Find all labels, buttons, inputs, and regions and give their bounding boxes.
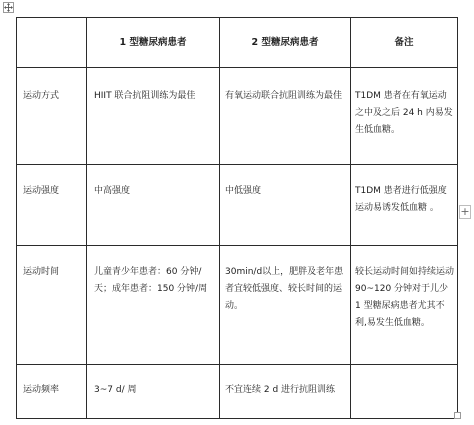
table-border [16,164,457,165]
row-label-exercise-duration: 运动时间 [23,267,60,277]
cell-note-exercise-mode: T1DM 患者在有氧运动之中及之后 24 h 内易发生低血糖。 [355,91,453,135]
add-row-plus-icon[interactable]: + [460,205,470,218]
table-border [16,67,457,68]
table-border [16,364,457,365]
cell-type1-exercise-mode: HIIT 联合抗阻训练为最佳 [94,91,196,101]
cell-note-exercise-duration: 较长运动时间如持续运动 90~120 分钟对于儿少 1 型糖尿病患者尤其不利,易发生低血糖。 [355,267,455,328]
header-cell-notes: 备注 [394,37,414,48]
row-label-exercise-intensity: 运动强度 [23,186,60,196]
row-label-exercise-frequency: 运动频率 [23,385,60,395]
cell-type2-exercise-frequency: 不宜连续 2 d 进行抗阻训练 [225,385,336,395]
table-border [16,418,457,419]
cell-type2-exercise-intensity: 中低强度 [225,186,262,196]
table-border [457,17,458,419]
table-border [219,17,220,419]
cell-type1-exercise-frequency: 3~7 d/ 周 [94,385,137,395]
header-cell-type1: 1 型糖尿病患者 [119,37,187,48]
cell-type2-exercise-mode: 有氧运动联合抗阻训练为最佳 [225,91,343,101]
table-resize-handle[interactable] [454,412,461,419]
table-border [16,17,17,419]
row-label-exercise-mode: 运动方式 [23,91,60,101]
table-border [350,17,351,419]
table-border [16,17,457,18]
cell-type2-exercise-duration: 30min/d以上，肥胖及老年患者宜较低强度、较长时间的运动。 [225,267,344,311]
cell-note-exercise-intensity: T1DM 患者进行低强度运动易诱发低血糖 。 [355,186,447,213]
cell-type1-exercise-duration: 儿童青少年患者：60 分钟/天；成年患者：150 分钟/周 [94,267,208,294]
header-cell-type2: 2 型糖尿病患者 [251,37,319,48]
table-border [16,245,457,246]
table-border [86,17,87,419]
cell-type1-exercise-intensity: 中高强度 [94,186,131,196]
